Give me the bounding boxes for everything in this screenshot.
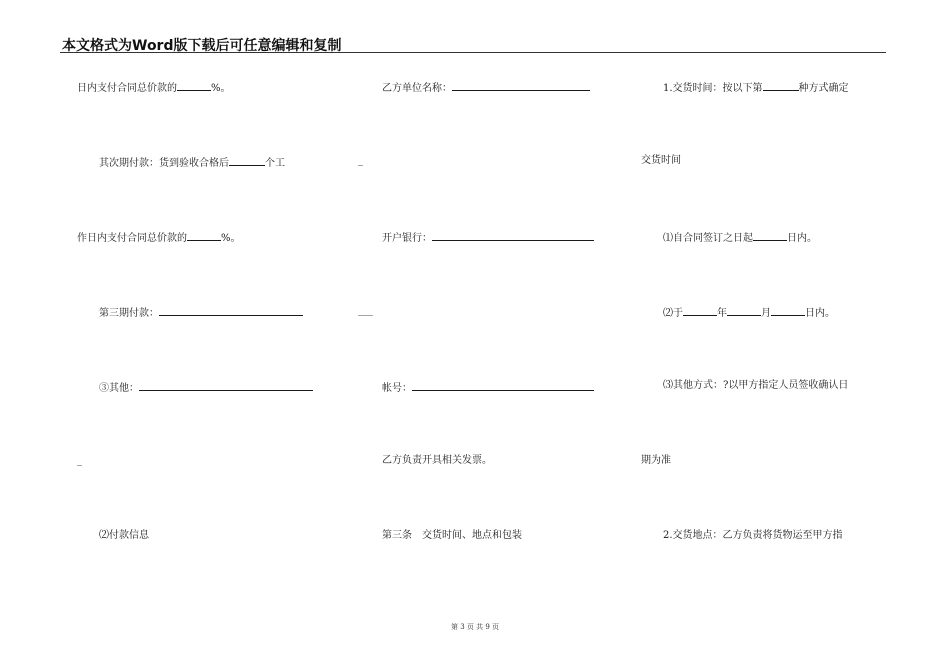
col1-line4-prefix: 第三期付款： [99,308,159,319]
col1-line2 [99,155,285,170]
col2-line5 [382,380,594,395]
col2-line4: ___ [358,305,373,316]
col2-line1 [382,80,590,95]
fill-blank [177,80,211,91]
col3-line3 [663,230,817,245]
fill-blank [139,380,313,391]
col1-line3 [77,230,241,245]
col3-line4-a: ⑵于 [663,308,683,319]
fill-blank [771,305,805,316]
fill-blank [753,230,787,241]
col1-line5-prefix: ③其他： [99,383,139,394]
header-divider [60,52,886,53]
fill-blank [432,230,594,241]
col3-line2: 交货时间 [641,155,681,166]
col2-line7: 第三条 交货时间、地点和包装 [382,530,522,541]
col3-line1-suffix: 种方式确定 [798,83,849,94]
col1-line1 [77,80,231,95]
fill-blank [187,230,221,241]
col1-line2-suffix: 个工 [265,158,285,169]
col3-line5: ⑶其他方式：?以甲方指定人员签收确认日 [663,380,849,391]
col1-line2-prefix: 其次期付款：货到验收合格后 [99,158,229,169]
col1-line4 [99,305,303,320]
col2-line6: 乙方负责开具相关发票。 [382,455,492,466]
col1-line3-suffix: %。 [221,233,241,244]
fill-blank [683,305,717,316]
col3-line7: 2.交货地点：乙方负责将货物运至甲方指 [663,530,843,541]
col3-line1 [663,80,849,95]
fill-blank [412,380,594,391]
fill-blank [727,305,761,316]
col3-line4-c: 月 [761,308,771,319]
fill-blank [452,80,590,91]
col1-line1-prefix: 日内支付合同总价款的 [77,83,177,94]
col1-line3-prefix: 作日内支付合同总价款的 [77,233,187,244]
fill-blank [763,80,799,91]
col3-line3-prefix: ⑴自合同签订之日起 [663,233,753,244]
col2-line1-prefix: 乙方单位名称： [382,83,452,94]
col1-line7: ⑵付款信息 [99,530,149,541]
col3-line4-d: 日内。 [805,308,835,319]
col3-line4 [663,305,835,320]
col2-line2: _ [358,155,363,166]
fill-blank [229,155,265,166]
col3-line6: 期为准 [641,455,671,466]
col2-line3-prefix: 开户银行： [382,233,432,244]
page-number-footer: 第 3 页 共 9 页 [450,623,500,631]
col1-line5 [99,380,313,395]
col2-line3 [382,230,594,245]
col3-line4-b: 年 [717,308,727,319]
fill-blank [159,305,303,316]
col1-line6: _ [77,455,82,466]
col3-line3-suffix: 日内。 [787,233,817,244]
document-header-title: 本文格式为Word版下载后可任意编辑和复制 [62,38,342,54]
col1-line1-suffix: %。 [211,83,231,94]
col3-line1-prefix: 1.交货时间：按以下第 [663,83,763,94]
col2-line5-prefix: 帐号： [382,383,412,394]
